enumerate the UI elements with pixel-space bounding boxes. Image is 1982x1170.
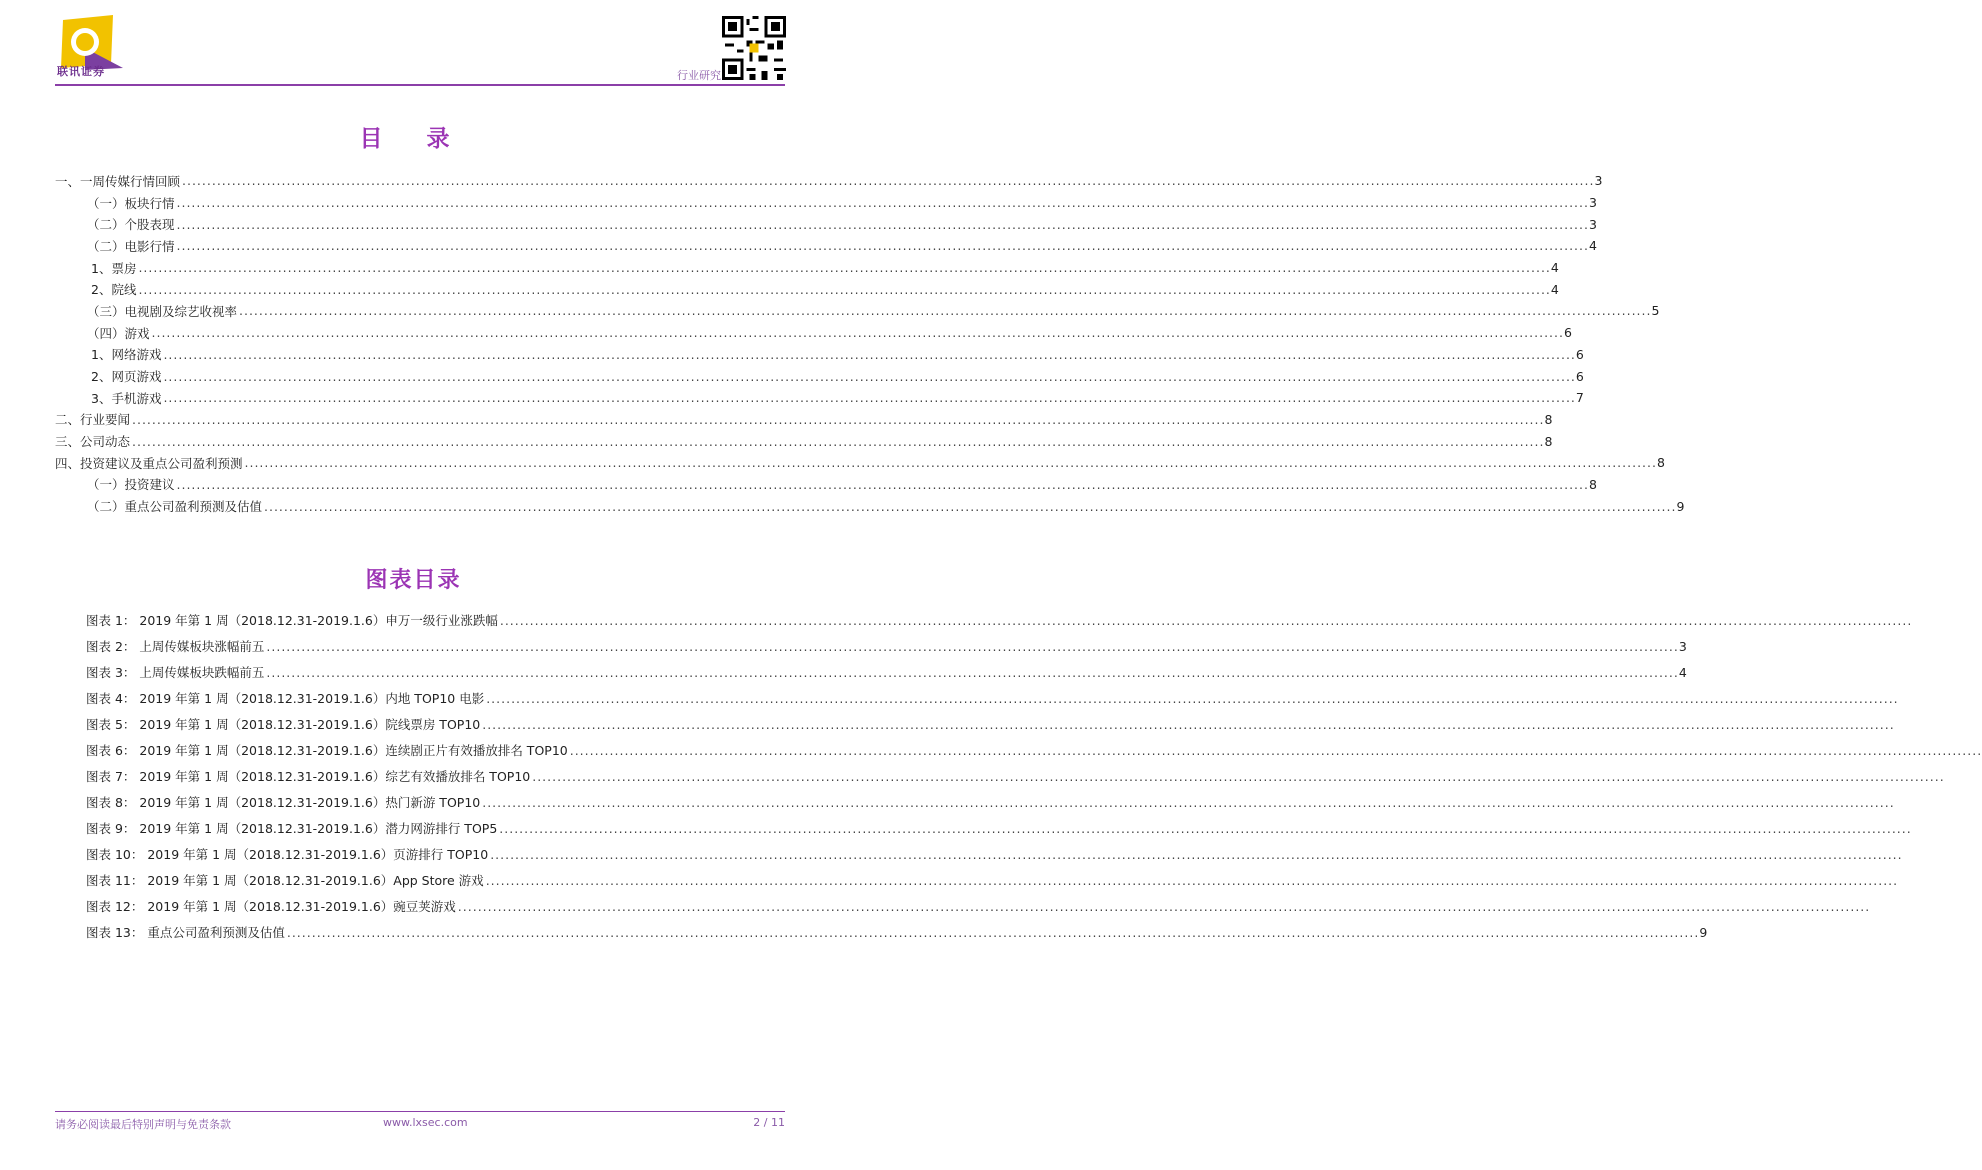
toc-entry[interactable] [55, 235, 1597, 257]
dot-leader [458, 899, 1870, 914]
toc-entry-label: 1、票房 [91, 260, 137, 276]
figure-list [86, 607, 1708, 945]
figure-entry[interactable] [86, 659, 1687, 685]
toc-entry[interactable] [55, 430, 1553, 452]
toc-entry-label: （二）电影行情 [87, 238, 175, 254]
figure-entry-label: 图表 12： 2019 年第 1 周（2018.12.31-2019.1.6）豌豆荚游戏 [86, 899, 456, 914]
toc-entry-page: 3 [1588, 195, 1597, 211]
toc-entry-label: 2、网页游戏 [91, 369, 162, 385]
dot-leader [163, 369, 1575, 384]
figure-entry-label: 图表 1： 2019 年第 1 周（2018.12.31-2019.1.6）申万一级行业涨跌幅 [86, 613, 498, 628]
figure-entry-page: 3 [1678, 638, 1687, 654]
dot-leader [132, 412, 1544, 427]
figure-entry-page: 9 [1699, 924, 1708, 940]
footer-page-number: 2 / 11 [753, 1116, 785, 1129]
figure-entry[interactable] [86, 685, 785, 711]
toc-entry[interactable] [55, 344, 1584, 366]
toc-entry[interactable] [55, 322, 1572, 344]
figure-entry-label: 图表 4： 2019 年第 1 周（2018.12.31-2019.1.6）内地 TOP10 电影 [86, 691, 485, 706]
toc-entry[interactable] [55, 474, 1597, 496]
toc-entry[interactable] [55, 213, 1597, 235]
dot-leader [486, 873, 1898, 888]
footer-website: www.lxsec.com [383, 1116, 468, 1129]
dot-leader [482, 795, 1894, 810]
toc-entry-page: 8 [1544, 411, 1553, 427]
figure-entry-label: 图表 8： 2019 年第 1 周（2018.12.31-2019.1.6）热门新游 TOP10 [86, 795, 481, 810]
toc-entry[interactable] [55, 300, 1660, 322]
dot-leader [152, 325, 1564, 340]
figure-entry[interactable] [86, 737, 785, 763]
dot-leader [132, 434, 1544, 449]
figure-entry[interactable] [86, 607, 785, 633]
toc-entry[interactable] [55, 192, 1597, 214]
figure-entry-label: 图表 2： 上周传媒板块涨幅前五 [86, 639, 265, 654]
header-divider [55, 84, 785, 86]
toc-entry-label: 三、公司动态 [55, 434, 131, 450]
toc-entry-label: 2、院线 [91, 282, 137, 298]
dot-leader [490, 847, 1902, 862]
dot-leader [486, 691, 1898, 706]
dot-leader [266, 639, 1678, 654]
toc-entry-page: 9 [1676, 498, 1685, 514]
toc-entry-page: 4 [1550, 260, 1559, 276]
toc-entry[interactable] [55, 278, 1559, 300]
dot-leader [177, 217, 1589, 232]
toc-entry-page: 4 [1588, 238, 1597, 254]
toc-entry[interactable] [55, 409, 1553, 431]
dot-leader [163, 347, 1575, 362]
dot-leader [138, 260, 1550, 275]
figure-entry-label: 图表 11： 2019 年第 1 周（2018.12.31-2019.1.6）App Store 游戏 [86, 873, 484, 888]
toc-entry-label: （一）板块行情 [87, 195, 175, 211]
toc-title: 目 录 [359, 126, 468, 152]
figures-title: 图表目录 [365, 568, 462, 593]
toc-entry-page: 8 [1544, 433, 1553, 449]
dot-leader [239, 303, 1651, 318]
figure-entry-label: 图表 5： 2019 年第 1 周（2018.12.31-2019.1.6）院线票房 TOP10 [86, 717, 481, 732]
figure-entry[interactable] [86, 763, 785, 789]
toc-entry-label: （一）投资建议 [87, 477, 175, 493]
toc-entry-page: 7 [1575, 390, 1584, 406]
dot-leader [499, 821, 1911, 836]
figure-entry[interactable] [86, 633, 1687, 659]
toc-entry[interactable] [55, 387, 1584, 409]
figure-entry[interactable] [86, 789, 785, 815]
footer-disclaimer: 请务必阅读最后特别声明与免责条款 [55, 1118, 231, 1131]
toc-entry-label: （二）个股表现 [87, 217, 175, 233]
dot-leader [266, 665, 1678, 680]
footer-divider [55, 1111, 785, 1112]
dot-leader [177, 195, 1589, 210]
header-category-label: 行业研究 [677, 69, 721, 82]
toc-entry[interactable] [55, 257, 1559, 279]
toc-entry[interactable] [55, 365, 1584, 387]
figure-entry[interactable] [86, 867, 785, 893]
toc-entry-label: 四、投资建议及重点公司盈利预测 [55, 455, 243, 471]
figure-entry[interactable] [86, 815, 785, 841]
toc-entry[interactable] [55, 170, 1603, 192]
dot-leader [177, 238, 1589, 253]
toc-entry-page: 6 [1575, 346, 1584, 362]
table-of-contents [55, 170, 1685, 517]
toc-entry[interactable] [55, 452, 1665, 474]
toc-entry[interactable] [55, 495, 1685, 517]
figure-entry-label: 图表 7： 2019 年第 1 周（2018.12.31-2019.1.6）综艺有效播放排名 TOP10 [86, 769, 531, 784]
figure-entry-label: 图表 6： 2019 年第 1 周（2018.12.31-2019.1.6）连续剧正片有效播放排名 TOP10 [86, 743, 568, 758]
dot-leader [245, 455, 1657, 470]
figure-entry[interactable] [86, 919, 1708, 945]
dot-leader [182, 173, 1594, 188]
logo-text: 联讯证券 [57, 65, 105, 78]
toc-entry-label: （三）电视剧及综艺收视率 [87, 303, 238, 319]
toc-entry-page: 4 [1550, 281, 1559, 297]
toc-entry-page: 3 [1594, 173, 1603, 189]
toc-entry-label: 一、一周传媒行情回顾 [55, 173, 181, 189]
dot-leader [532, 769, 1944, 784]
dot-leader [287, 925, 1699, 940]
toc-entry-label: （二）重点公司盈利预测及估值 [87, 499, 263, 515]
figure-entry-label: 图表 13： 重点公司盈利预测及估值 [86, 925, 285, 940]
figure-entry[interactable] [86, 893, 785, 919]
toc-entry-label: 1、网络游戏 [91, 347, 162, 363]
toc-entry-label: （四）游戏 [87, 325, 150, 341]
figure-entry[interactable] [86, 711, 785, 737]
dot-leader [570, 743, 1982, 758]
figure-entry-label: 图表 9： 2019 年第 1 周（2018.12.31-2019.1.6）潜力网游排行 TOP5 [86, 821, 498, 836]
dot-leader [500, 613, 1912, 628]
figure-entry-label: 图表 3： 上周传媒板块跌幅前五 [86, 665, 265, 680]
dot-leader [163, 390, 1575, 405]
dot-leader [138, 282, 1550, 297]
toc-entry-page: 6 [1575, 368, 1584, 384]
toc-entry-page: 3 [1588, 216, 1597, 232]
qr-code-icon [722, 16, 786, 80]
toc-entry-label: 3、手机游戏 [91, 390, 162, 406]
dot-leader [482, 717, 1894, 732]
figure-entry-label: 图表 10： 2019 年第 1 周（2018.12.31-2019.1.6）页游排行 TOP10 [86, 847, 489, 862]
dot-leader [264, 499, 1676, 514]
toc-entry-page: 5 [1651, 303, 1660, 319]
toc-entry-page: 8 [1588, 476, 1597, 492]
toc-entry-page: 6 [1563, 325, 1572, 341]
figure-entry-page: 4 [1678, 664, 1687, 680]
toc-entry-page: 8 [1656, 455, 1665, 471]
toc-entry-label: 二、行业要闻 [55, 412, 131, 428]
figure-entry[interactable] [86, 841, 785, 867]
dot-leader [177, 477, 1589, 492]
